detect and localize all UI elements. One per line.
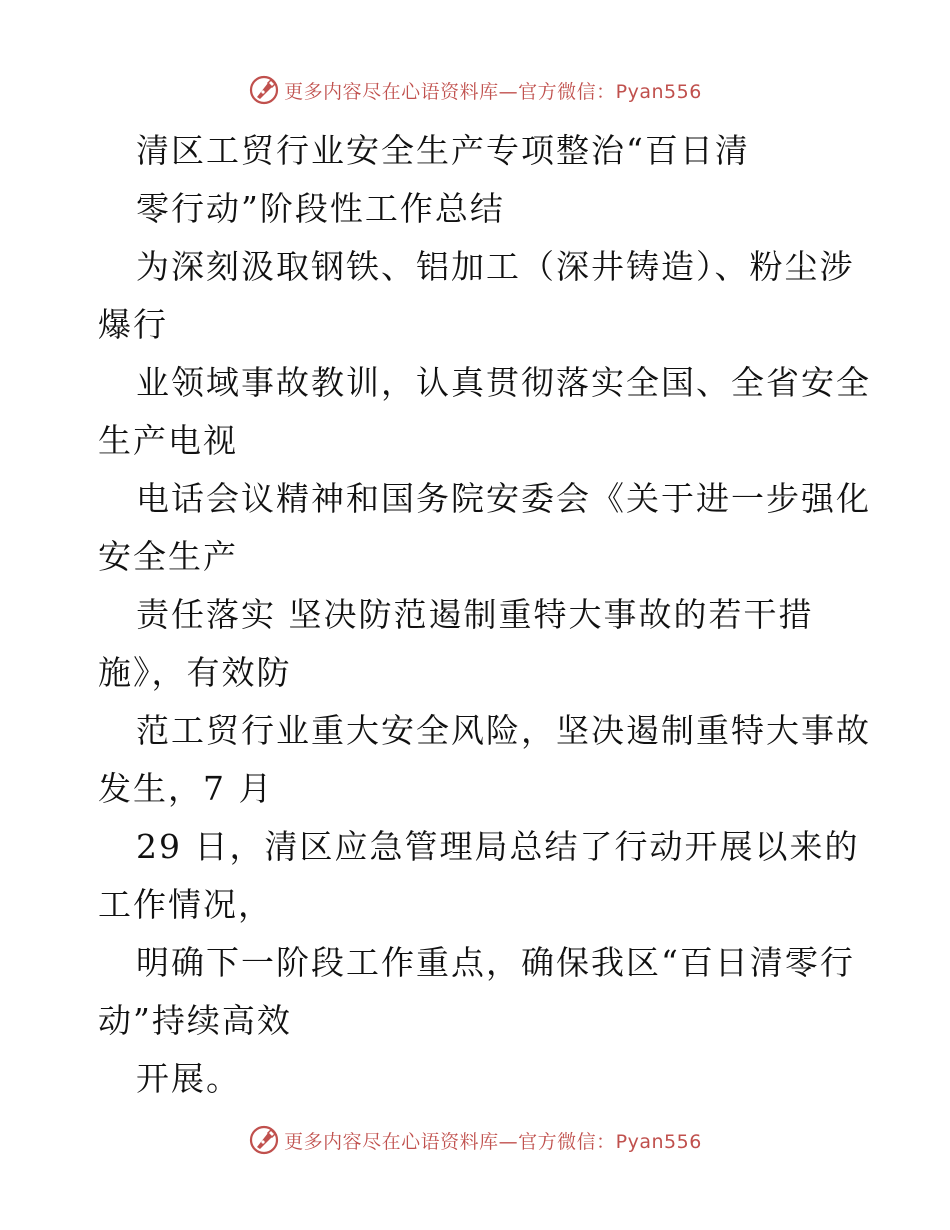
paragraph-line: 为深刻汲取钢铁、铝加工（深井铸造）、粉尘涉 — [136, 247, 855, 286]
paragraph-line: 29 日，清区应急管理局总结了行动开展以来的 — [136, 827, 860, 866]
paragraph-line: 业领域事故教训，认真贯彻落实全国、全省安全 — [136, 363, 871, 402]
title-line-2: 零行动”阶段性工作总结 — [136, 189, 505, 228]
header-banner-text: 更多内容尽在心语资料库—官方微信：Pyan556 — [284, 80, 702, 103]
header-banner — [0, 70, 950, 110]
document-body — [98, 122, 871, 1108]
paragraph-line: 动”持续高效 — [98, 1001, 292, 1040]
paragraph-line: 施》，有效防 — [98, 653, 292, 692]
paragraph-line: 开展。 — [136, 1059, 241, 1098]
paragraph-line: 爆行 — [98, 305, 168, 344]
paragraph-line: 责任落实 坚决防范遏制重特大事故的若干措 — [136, 595, 814, 634]
paragraph-line: 发生，7 月 — [98, 769, 274, 808]
paragraph-line: 电话会议精神和国务院安委会《关于进一步强化 — [136, 479, 871, 518]
pen-nib-logo-icon — [248, 74, 280, 106]
paragraph-line: 工作情况， — [98, 885, 273, 924]
footer-banner — [0, 1120, 950, 1160]
footer-banner-text: 更多内容尽在心语资料库—官方微信：Pyan556 — [284, 1130, 702, 1153]
paragraph-line: 安全生产 — [98, 537, 238, 576]
paragraph-line: 明确下一阶段工作重点，确保我区“百日清零行 — [136, 943, 855, 982]
pen-nib-logo-icon — [248, 1124, 280, 1156]
paragraph-line: 生产电视 — [98, 421, 238, 460]
title-line-1: 清区工贸行业安全生产专项整治“百日清 — [136, 131, 750, 170]
paragraph-line: 范工贸行业重大安全风险，坚决遏制重特大事故 — [136, 711, 871, 750]
